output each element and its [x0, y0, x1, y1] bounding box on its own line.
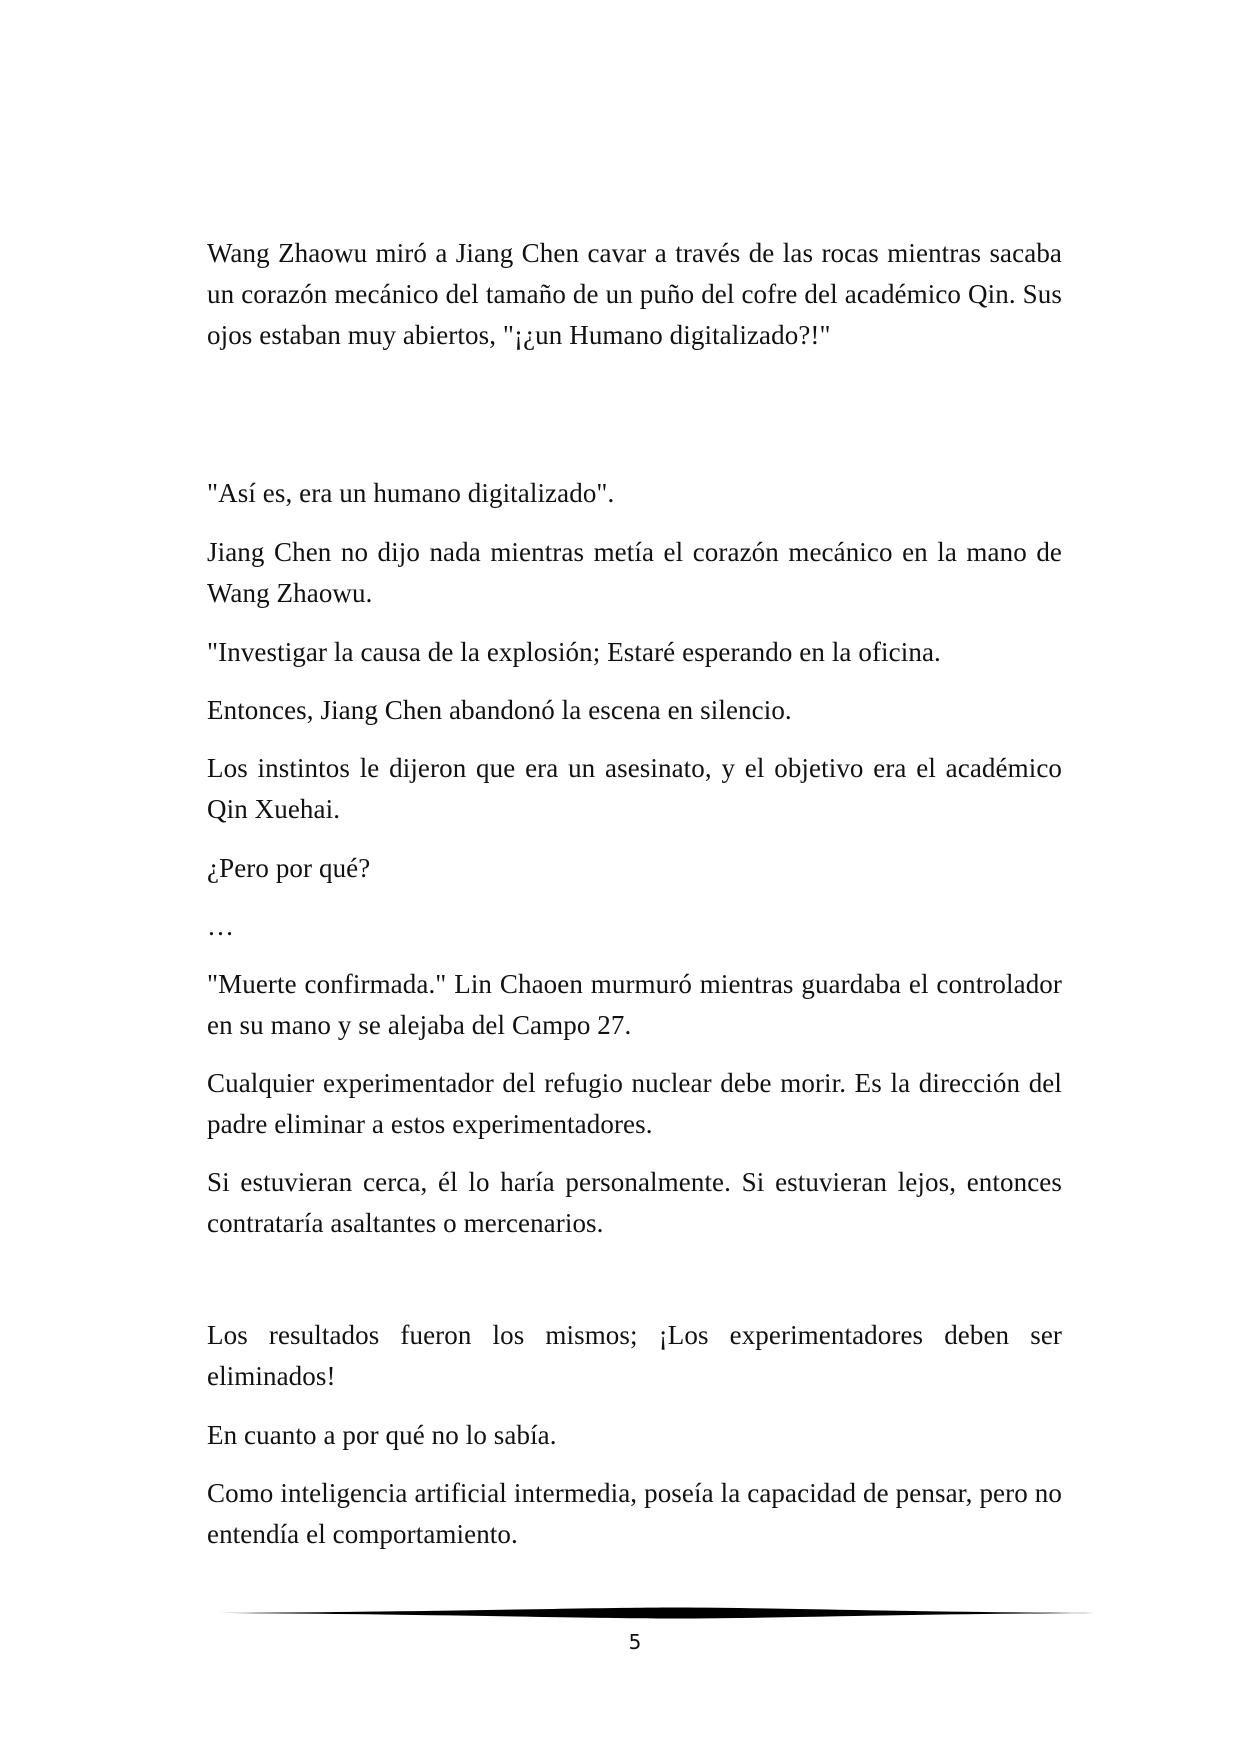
paragraph: Si estuvieran cerca, él lo haría personalmente. Si estuvieran lejos, entonces contrataría asaltantes o mercenarios. — [207, 1167, 1062, 1238]
paragraph: … — [207, 911, 235, 941]
paragraph: "Muerte confirmada." Lin Chaoen murmuró mientras guardaba el controlador en su mano y se alejaba del Campo 27. — [207, 969, 1062, 1040]
paragraph: "Así es, era un humano digitalizado". — [207, 478, 615, 508]
paragraph: Los resultados fueron los mismos; ¡Los experimentadores deben ser eliminados! — [207, 1320, 1062, 1391]
paragraph: En cuanto a por qué no lo sabía. — [207, 1420, 557, 1450]
paragraph: Wang Zhaowu miró a Jiang Chen cavar a través de las rocas mientras sacaba un corazón mecánico del tamaño de un puño del cofre del académico Qin. Sus ojos estaban muy abiertos, "¡¿un Humano digitalizado?!" — [207, 238, 1062, 350]
paragraph: ¿Pero por qué? — [207, 853, 371, 883]
paragraph: Como inteligencia artificial intermedia, poseía la capacidad de pensar, pero no entendía el comportamiento. — [207, 1478, 1062, 1549]
paragraph: Jiang Chen no dijo nada mientras metía el corazón mecánico en la mano de Wang Zhaowu. — [207, 537, 1062, 608]
paragraph: Los instintos le dijeron que era un asesinato, y el objetivo era el académico Qin Xuehai. — [207, 753, 1062, 824]
page-number: 5 — [628, 1630, 642, 1654]
paragraph: Entonces, Jiang Chen abandonó la escena en silencio. — [207, 695, 792, 725]
paragraph: "Investigar la causa de la explosión; Estaré esperando en la oficina. — [207, 637, 941, 667]
footer-divider — [207, 1606, 1107, 1620]
paragraph: Cualquier experimentador del refugio nuclear debe morir. Es la dirección del padre eliminar a estos experimentadores. — [207, 1068, 1062, 1139]
